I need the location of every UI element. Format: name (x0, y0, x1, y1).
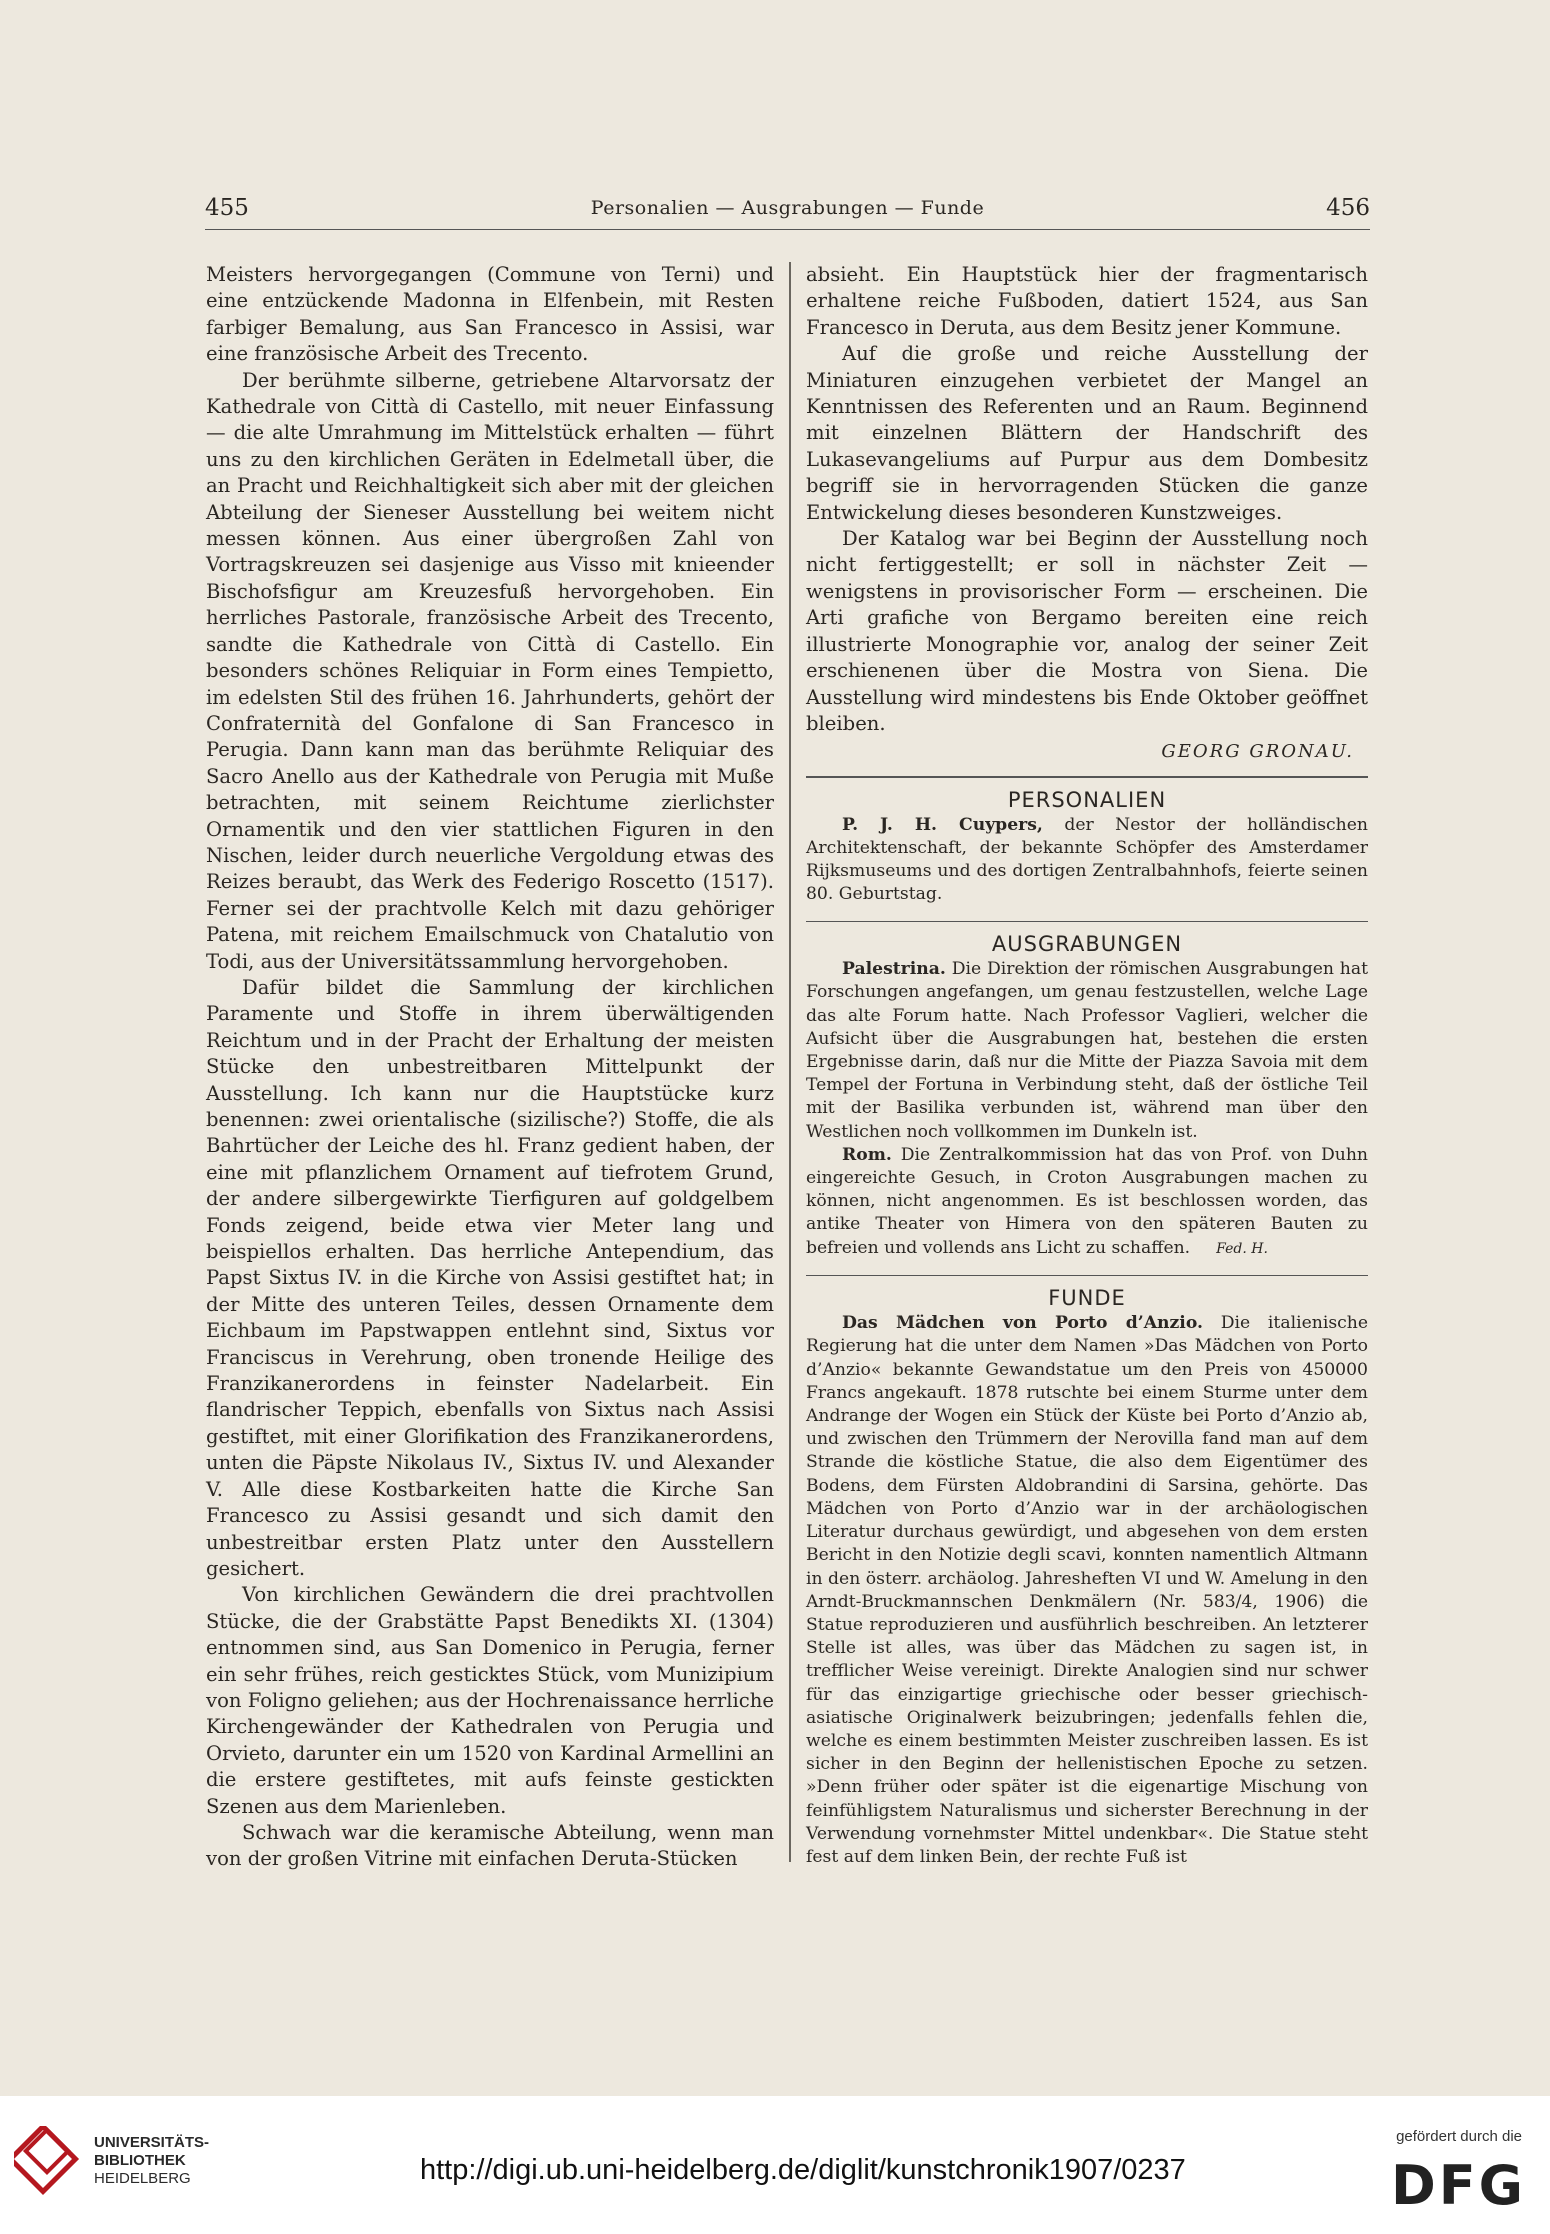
paragraph: Schwach war die keramische Abteilung, wenn man von der großen Vitrine mit einfachen Deruta-Stücken (206, 1820, 774, 1871)
news-lead: Palestrina. (842, 959, 946, 980)
column-divider (789, 262, 791, 1862)
paragraph: Der berühmte silberne, getriebene Altarvorsatz der Kathedrale von Città di Castello, mit neuer Einfassung — die alte Umrahmung im Mittelstück erhalten — führt uns zu den kirchlichen Geräten in Edelmetall über, die an Pracht und Reichhaltigkeit sich aber mit der gleichen Abteilung der Sieneser Ausstellung bei weitem nicht messen können. Aus einer übergroßen Zahl von Vortragskreuzen sei dasjenige aus Visso mit knieender Bischofsfigur am Kreuzesfuß hervorgehoben. Ein herrliches Pastorale, französische Arbeit des Trecento, sandte die Kathedrale von Città di Castello. Ein besonders schönes Reliquiar in Form eines Tempietto, im edelsten Stil des frühen 16. Jahrhunderts, gehört der Confraternità del Gonfalone di San Francesco in Perugia. Dann kann man das berühmte Reliquiar des Sacro Anello aus der Kathedrale von Perugia mit Muße betrachten, mit seinem Reichtume zierlichster Ornamentik und den vier stattlichen Figuren in den Nischen, leider durch neuerliche Vergoldung etwas des Reizes beraubt, das Werk des Federigo Roscetto (1517). Ferner sei der prachtvolle Kelch mit dazu gehöriger Patena, mit reichem Emailschmuck von Chatalutio von Todi, aus der Universitätssammlung hervorgehoben. (206, 368, 774, 973)
news-text: Die Direktion der römischen Ausgrabungen hat Forschungen angefangen, um genau festzustellen, welche Lage das alte Forum hatte. Nach Professor Vaglieri, welcher die Aufsicht über die Ausgrabungen hat, bestehen die ersten Ergebnisse darin, daß nur die Mitte der Piazza Savoia mit dem Tempel der Fortuna in Verbindung steht, daß der östliche Teil mit der Basilika verbunden ist, während man über den Westlichen noch vollkommen im Dunkeln ist. (806, 959, 1368, 1142)
page-number-left: 455 (205, 195, 249, 221)
news-text: der Nestor der holländischen Architektenschaft, der bekannte Schöpfer des Amsterdamer Rijksmuseums und des dortigen Zentralbahnhofs, feierte seinen 80. Geburtstag. (806, 814, 1368, 905)
news-text: Die italienische Regierung hat die unter dem Namen »Das Mädchen von Porto d’Anzio« bekannte Gewandstatue um den Preis von 450000 Francs angekauft. 1878 rutschte bei einem Sturme unter dem Andrange der Wogen ein Stück der Küste bei Porto d’Anzio ab, und zwischen den Trümmern der Nerovilla fand man auf dem Strande die köstliche Statue, die also dem Eigentümer des Bodens, dem Fürsten Aldobrandini di Sarsina, gehörte. Das Mädchen von Porto d’Anzio war in der archäologischen Literatur durchaus gewürdigt, und abgesehen von dem ersten Bericht in den Notizie degli scavi, konnten namentlich Altmann in den österr. archäolog. Jahresheften VI und W. Amelung in den Arndt-Bruckmannschen Denkmälern (Nr. 583/4, 1906) die Statue reproduzieren und ausführlich beschreiben. An letzterer Stelle ist alles, was über das Mädchen zu sagen ist, in trefflicher Weise vereinigt. Direkte Analogien sind nur schwer für das einzigartige griechische oder besser griechisch-asiatische Originalwerk beizubringen; jedenfalls fehlen die, welche es einem bestimmten Meister zuschreiben lassen. Es ist sicher in den Beginn der hellenistischen Epoche zu setzen. »Denn früher oder später ist die eigenartige Mischung von feinfühligstem Naturalismus und sicherster Berechnung in der Verwendung vornehmster Mittel undenkbar«. Die Statue steht fest auf dem linken Bein, der rechte Fuß ist (806, 1313, 1369, 1867)
library-name (94, 2134, 209, 2188)
news-text: Die Zentralkommission hat das von Prof. von Duhn eingereichte Gesuch, in Croton Ausgrabungen machen zu können, nicht angenommen. Es ist beschlossen worden, das antike Theater von Himera von den späteren Bauten zu befreien und vollends ans Licht zu schaffen. (806, 1144, 1368, 1258)
section-rule (806, 776, 1368, 778)
news-item (806, 958, 1368, 1144)
paragraph: Dafür bildet die Sammlung der kirchlichen Paramente und Stoffe in ihrem überwältigenden Reichtum und in der Pracht der Erhaltung der meisten Stücke den unbestreitbaren Mittelpunkt der Ausstellung. Ich kann nur die Hauptstücke kurz benennen: zwei orientalische (sizilische?) Stoffe, die als Bahrtücher der Leiche des hl. Franz gedient haben, der eine mit pflanzlichem Ornament auf tiefrotem Grund, der andere silbergewirkte Tierfiguren auf goldgelbem Fonds zeigend, beide etwa vier Meter lang und beispiellos erhalten. Das herrliche Antependium, das Papst Sixtus IV. in die Kirche von Assisi gestiftet hat; in der Mitte des unteren Teiles, dessen Ornamente dem Eichbaum im Papstwappen entlehnt sind, Sixtus vor Franciscus in Verehrung, oben tronende Heilige des Franzikanerordens in feinster Nadelarbeit. Ein flandrischer Teppich, ebenfalls von Sixtus nach Assisi gestiftet, mit einer Glorifikation des Franzikanerordens, unten die Päpste Nikolaus IV., Sixtus IV. und Alexander V. Alle diese Kostbarkeiten hatte die Kirche San Francesco zu Assisi gesandt und sich damit den unbestreitbar ersten Platz unter den Ausstellern gesichert. (206, 975, 774, 1580)
footer-bar (0, 2096, 1550, 2234)
news-lead: Rom. (842, 1144, 892, 1165)
paragraph: Der Katalog war bei Beginn der Ausstellung noch nicht fertiggestellt; er soll in nächster Zeit — wenigstens in provisorischer Form — erscheinen. Die Arti grafiche von Bergamo bereiten eine reich illustrierte Monographie vor, analog der seiner Zeit erschienenen über die Mostra von Siena. Die Ausstellung wird mindestens bis Ende Oktober geöffnet bleiben. (806, 527, 1368, 735)
news-item (806, 1144, 1368, 1261)
news-lead: Das Mädchen von Porto d’Anzio. (842, 1313, 1203, 1334)
university-library-logo-icon (14, 2126, 84, 2196)
news-lead: P. J. H. Cuypers, (842, 814, 1043, 835)
section-heading-personalien: PERSONALIEN (1007, 787, 1167, 812)
paragraph: Von kirchlichen Gewändern die drei prachtvollen Stücke, die der Grabstätte Papst Benedikts XI. (1304) entnommen sind, aus San Domenico in Perugia, ferner ein sehr frühes, reich gesticktes Stück, vom Munizipium von Foligno geliehen; aus der Hochrenaissance herrliche Kirchengewänder der Kathedralen von Perugia und Orvieto, darunter ein um 1520 von Kardinal Armellini an die erstere gestiftetes, mit aufs feinste gestickten Szenen aus dem Marienleben. (206, 1583, 774, 1818)
funding-note: gefördert durch die (1396, 2128, 1522, 2145)
permalink-url[interactable]: http://digi.ub.uni-heidelberg.de/diglit/kunstchronik1907/0237 (420, 2154, 1186, 2186)
running-header (205, 195, 1370, 230)
dfg-logo: DFG (1390, 2154, 1526, 2217)
news-item (806, 814, 1368, 907)
running-title: Personalien — Ausgrabungen — Funde (590, 197, 985, 219)
author-signature: GEORG GRONAU. (1161, 741, 1354, 763)
library-name-line: HEIDELBERG (94, 2170, 191, 2187)
paragraph: Meisters hervorgegangen (Commune von Terni) und eine entzückende Madonna in Elfenbein, mit Resten farbiger Bemalung, aus San Francesco in Assisi, war eine französische Arbeit des Trecento. (206, 263, 774, 366)
section-heading-funde: FUNDE (1048, 1286, 1126, 1311)
section-rule (806, 921, 1368, 923)
page-number-right: 456 (1326, 195, 1370, 221)
left-column (206, 262, 774, 1873)
library-name-line: BIBLIOTHEK (94, 2152, 186, 2169)
right-column (806, 262, 1368, 1869)
paragraph: Auf die große und reiche Ausstellung der Miniaturen einzugehen verbietet der Mangel an Kenntnissen des Referenten und an Raum. Beginnend mit einzelnen Blättern der Handschrift des Lukasevangeliums auf Purpur aus dem Dombesitz begriff sie in hervorragenden Stücken die ganze Entwickelung dieses besonderen Kunstzweiges. (806, 342, 1368, 524)
section-rule (806, 1275, 1368, 1277)
paragraph: absieht. Ein Hauptstück hier der fragmentarisch erhaltene reiche Fußboden, datiert 1524, aus San Francesco in Deruta, aus dem Besitz jener Kommune. (806, 263, 1368, 339)
library-name-line: UNIVERSITÄTS- (94, 2134, 210, 2151)
news-item (806, 1312, 1368, 1869)
author-initials: Fed. H. (1216, 1240, 1268, 1257)
section-heading-ausgrabungen: AUSGRABUNGEN (991, 932, 1183, 957)
